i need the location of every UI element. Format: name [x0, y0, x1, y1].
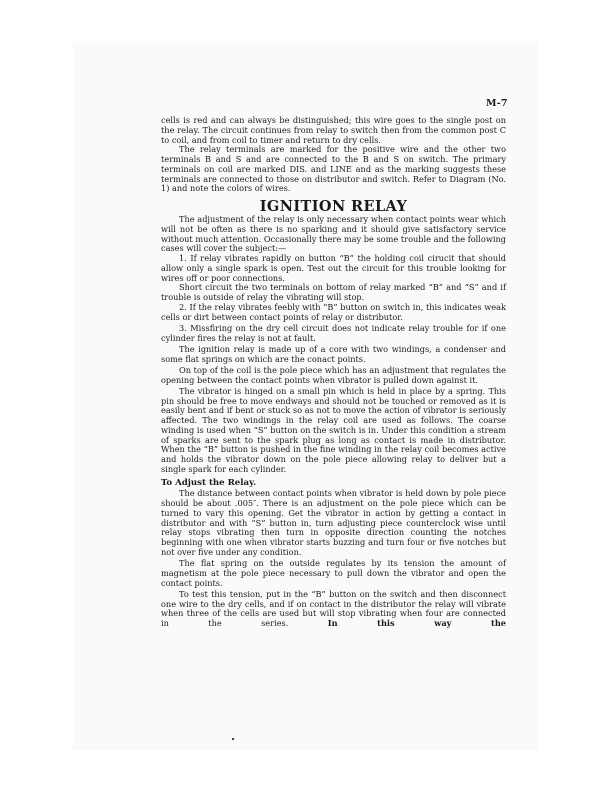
paragraph-case-3: 3. Missfiring on the dry cell circuit does not indicate relay trouble for if one cylinder fires the relay is not at fault.: [161, 322, 506, 343]
paragraph-vibrator: The vibrator is hinged on a small pin which is held in place by a spring. This pin should be free to move endways and should not be touched or removed as it is easily bent and if bent or stuck so as not to move the action of vibrator is seriously affected. The two windings in the relay coil are used as follows. The coarse winding is used when “S” button on the switch is in. Under this condition a stream of sparks are sent to the spark plug as long as contact is made in distributor. When the “B” button is pushed in the fine winding in the relay coil becomes active and holds the vibrator down on the pole piece allowing relay to deliver but a single spark for each cylinder.: [161, 385, 506, 474]
paragraph-pole-piece: On top of the coil is the pole piece which has an adjustment that regulates the opening between the contact points when vibrator is pulled down against it.: [161, 364, 506, 385]
subheading-to-adjust-relay: To Adjust the Relay.: [161, 477, 257, 488]
paragraph-case-1: 1. If relay vibrates rapidly on button “B” the holding coil cirucit that should allow only a single spark is open. Test out the circuit for this trouble looking for wires off or poor connections.: [161, 253, 506, 283]
paragraph-tension-test: [161, 590, 506, 629]
page-number: M-7: [486, 98, 508, 109]
paragraph-intro-1: cells is red and can always be distinguished; this wire goes to the single post on the relay. The circuit continues from relay to switch then from the common post C to coil, and from coil to timer and return to dry cells.: [161, 115, 506, 145]
paragraph-case-2: 2. If the relay vibrates feebly with “B” button on switch in, this indicates weak cells or dirt between contact points of relay or distributor.: [161, 301, 506, 322]
paragraph-short-circuit: Short circuit the two terminals on bottom of relay marked “B” and “S” and if trouble is outside of relay the vibrating will stop.: [161, 282, 506, 302]
paragraph-contact-distance: The distance between contact points when vibrator is held down by pole piece should be about .005″. There is an adjustment on the pole piece which can be turned to vary this opening. Get the vibrator in action by getting a contact in distributor and with “S” button in, turn adjusting piece counterclock wise until relay stops vibrating then turn in opposite direction counting the notches beginning with one when vibrator starts buzzing and turn four or five notches but not over five under any condition.: [161, 488, 506, 557]
text-column: [161, 116, 506, 629]
paragraph-flat-spring: The flat spring on the outside regulates by its tension the amount of magnetism at the pole piece necessary to pull down the vibrator and open the contact points.: [161, 558, 506, 588]
tension-test-text: To test this tension, put in the “B” button on the switch and then disconnect one wire to the dry cells, and if on contact in the distributor the relay will vibrate when three of the cells are used but will stop vibrating when four are connected in the series.: [161, 588, 506, 628]
paragraph-relay-construction: The ignition relay is made up of a core with two windings, a condenser and some flat springs on which are the conact points.: [161, 343, 506, 364]
paragraph-intro-2: The relay terminals are marked for the positive wire and the other two terminals B and S and are connected to the B and S on switch. The primary terminals on coil are marked DIS. and LINE and as the marking suggests these terminals are connected to those on distributor and switch. Refer to Diagram (No. 1) and note the colors of wires.: [161, 144, 506, 194]
scan-speck: [232, 738, 234, 740]
tension-test-bold-tail: In this way the: [327, 618, 506, 628]
section-heading-ignition-relay: IGNITION RELAY: [259, 198, 408, 215]
paragraph-adjustment-overview: The adjustment of the relay is only necessary when contact points wear which will not be often as there is no sparking and it should give satisfactory service without much attention. Occasionally there may be some trouble and the following cases will cover the subject:—: [161, 214, 506, 254]
